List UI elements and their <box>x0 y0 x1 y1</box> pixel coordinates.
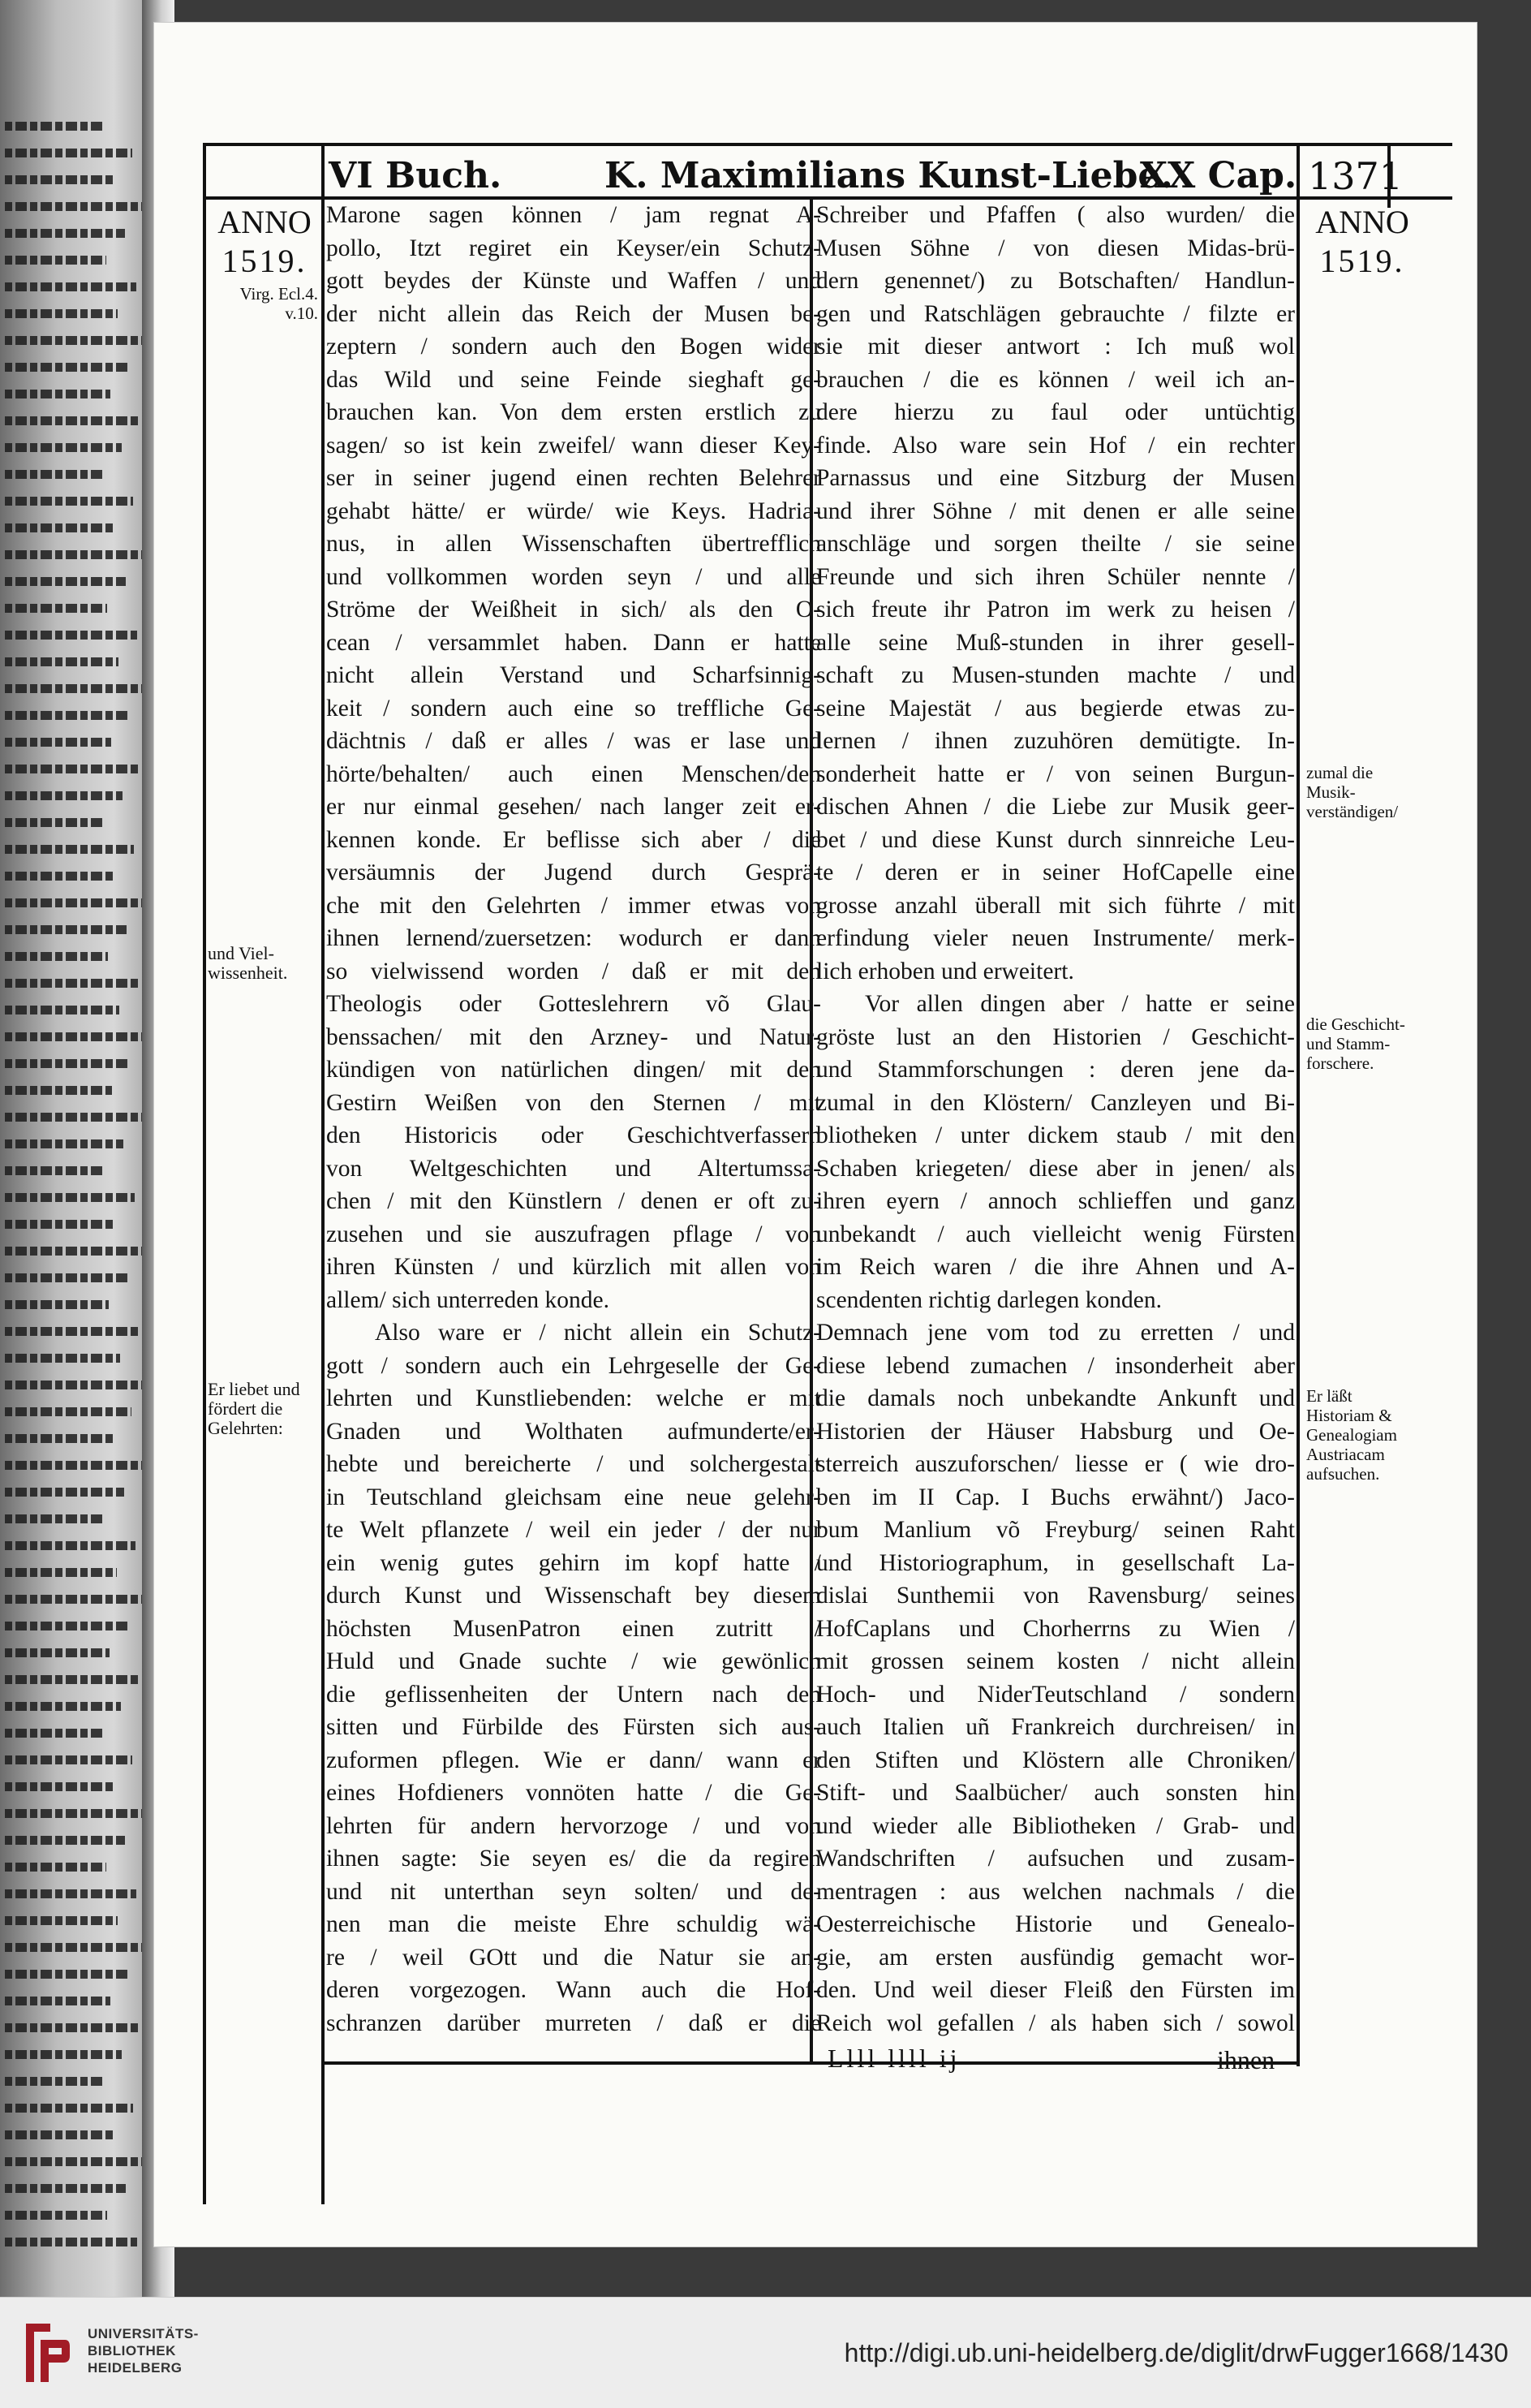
facing-page-text-fragment <box>5 1916 118 1925</box>
facing-page-text-fragment <box>5 1354 120 1363</box>
facing-page-text-fragment <box>5 1595 147 1604</box>
foot-rule <box>321 2061 1300 2065</box>
facing-page-text-fragment <box>5 1943 148 1952</box>
text-right-rule <box>1297 143 1300 2066</box>
text-line: che mit den Gelehrten / immer etwas von <box>326 892 821 919</box>
facing-page-text-fragment <box>5 1863 106 1872</box>
facing-page-text-fragment <box>5 765 141 773</box>
text-line: sich freute ihr Patron im werk zu heisen / <box>816 597 1295 622</box>
text-line: ser in seiner jugend einen rechten Belehrer <box>326 465 821 491</box>
facing-page-text-fragment <box>5 122 102 131</box>
facing-page-text-fragment <box>5 470 103 479</box>
text-line: zumal in den Klöstern/ Canzleyen und Bi- <box>816 1089 1295 1116</box>
facing-page-text-fragment <box>5 684 148 693</box>
facing-page-text-fragment <box>5 149 132 157</box>
text-line: ihren eyern / annoch schlieffen und ganz <box>816 1188 1295 1214</box>
text-line: schranzen darüber murreten / daß er die <box>326 2010 821 2036</box>
text-line: zeptern / sondern auch den Bogen wider <box>326 334 821 360</box>
text-line: so vielwissend worden / daß er mit den <box>326 958 821 984</box>
university-library-logo-icon[interactable] <box>18 2315 75 2390</box>
text-line: gen und Ratschlägen gebrauchte / filzte er <box>816 300 1295 327</box>
facing-page-text-fragment <box>5 1514 105 1523</box>
text-line: brauchen / die es können / weil ich an- <box>816 366 1295 393</box>
facing-page-text-fragment <box>5 1220 116 1229</box>
library-name: UNIVERSITÄTS- BIBLIOTHEK HEIDELBERG <box>88 2326 199 2376</box>
facing-page-text-fragment <box>5 845 134 854</box>
text-line: und Historiographum, in gesellschaft La- <box>816 1549 1295 1576</box>
text-line: nus, in allen Wissenschaften übertrefflich <box>326 531 821 557</box>
margin-note-vielwissenheit: und Viel-wissenheit. <box>208 943 288 983</box>
text-line: dischen Ahnen / die Liebe zur Musik geer- <box>816 794 1295 820</box>
text-line: bet / und diese Kunst durch sinnreiche Leu- <box>816 826 1295 853</box>
text-line: den Historicis oder Geschichtverfassern <box>326 1122 821 1148</box>
text-line: Schreiber und Pfaffen ( also wurden/ die <box>816 202 1295 228</box>
facing-page-text-fragment <box>5 363 129 372</box>
year-label-right: ANNO 1519. <box>1315 204 1409 279</box>
text-line: versäumnis der Jugend durch Gesprä- <box>326 859 821 885</box>
text-line: und nit unterthan seyn solten/ und de- <box>326 1878 821 1905</box>
facing-page-text-fragment <box>5 818 104 827</box>
facing-page-text-fragment <box>5 1434 113 1443</box>
facing-page-text-fragment <box>5 2157 144 2166</box>
text-line: zuformen pflegen. Wie er dann/ wann er <box>326 1747 821 1773</box>
text-line: nicht allein Verstand und Scharfsinnig- <box>326 662 821 688</box>
text-line: lehrten und Kunstliebenden: welche er mit <box>326 1385 821 1411</box>
text-line: er nur einmal gesehen/ nach langer zeit er- <box>326 794 821 820</box>
facing-page-text-fragment <box>5 657 118 666</box>
text-line: sagen/ so ist kein zweifel/ wann dieser Key- <box>326 432 821 459</box>
text-line: hebte und bereicherte / und solchergestalt <box>326 1451 821 1477</box>
year-label-left: ANNO 1519. <box>217 204 312 279</box>
text-line: Gestirn Weißen von den Sternen / mit <box>326 1089 821 1116</box>
facing-page-text-fragment <box>5 631 137 640</box>
text-line: Ströme der Weißheit in sich/ als den O- <box>326 597 821 622</box>
text-line: Hoch- und NiderTeutschland / sondern <box>816 1681 1295 1708</box>
facing-page-text-fragment <box>5 1702 121 1711</box>
text-line: alle seine Muß-stunden in ihrer gesell- <box>816 629 1295 656</box>
running-head-title: K. Maximilians Kunst-Liebe. <box>604 155 1173 196</box>
text-line: das Wild und seine Feinde sieghaft ge- <box>326 366 821 393</box>
facing-page-text-fragment <box>5 604 107 613</box>
margin-note-historiam: Er läßt Historiam & Genealogiam Austriacam aufsuchen. <box>1306 1386 1397 1484</box>
facing-page-text-fragment <box>5 952 108 961</box>
text-line: ben im II Cap. I Buchs erwähnt/) Jaco- <box>816 1484 1295 1510</box>
text-line: ein wenig gutes gehirn im kopf hatte / <box>326 1549 821 1576</box>
facing-page-text-fragment <box>5 309 118 318</box>
text-line: schaft zu Musen-stunden machte / und <box>816 662 1295 688</box>
facing-page-text-fragment <box>5 2184 126 2193</box>
text-line: pollo, Itzt regiret ein Keyser/ein Schutz- <box>326 235 821 261</box>
text-line: und Stammforschungen : deren jene da- <box>816 1057 1295 1083</box>
facing-page-text-fragment <box>5 550 144 559</box>
facing-page-text-fragment <box>5 282 136 291</box>
text-line: mentragen : aus welchen nachmals / die <box>816 1878 1295 1905</box>
facing-page-text-fragment <box>5 1327 139 1336</box>
facing-page-text-fragment <box>5 898 145 907</box>
text-line: HofCaplans und Chorherrns zu Wien / <box>816 1615 1295 1642</box>
text-line: chen / mit den Künstlern / denen er oft zu- <box>326 1188 821 1214</box>
text-line: Huld und Gnade suchte / wie gewönlich <box>326 1648 821 1674</box>
outer-left-rule <box>203 143 206 2204</box>
text-line: dere hierzu zu faul oder untüchtig <box>816 399 1295 425</box>
text-line: scendenten richtig darlegen konden. <box>816 1286 1162 1313</box>
text-column-right <box>816 199 1295 2057</box>
facing-page-text-fragment <box>5 1541 135 1550</box>
facing-page-text-fragment <box>5 2050 122 2059</box>
facing-page-text-fragment <box>5 1488 124 1497</box>
facing-page-text-fragment <box>5 1997 110 2005</box>
text-line: erfindung vieler neuen Instrumente/ merk- <box>816 925 1295 951</box>
facing-page-text-fragment <box>5 1381 150 1389</box>
text-line: grosse anzahl überall mit sich führte / mit <box>816 892 1295 919</box>
text-line: brauchen kan. Von dem ersten erstlich zu <box>326 399 821 425</box>
text-line: gröste lust an den Historien / Geschicht- <box>816 1023 1295 1050</box>
facing-page-text-fragment <box>5 1729 102 1738</box>
facing-page-text-fragment <box>5 202 144 211</box>
text-line: Theologis oder Gotteslehrern võ Glau- <box>326 991 821 1017</box>
text-line: sonderheit hatte er / von seinen Burgun- <box>816 760 1295 787</box>
text-line: finde. Also ware sein Hof / ein rechter <box>816 432 1295 459</box>
text-line: und wieder alle Bibliotheken / Grab- und <box>816 1812 1295 1839</box>
text-line: mit grossen seinem kosten / nicht allein <box>816 1648 1295 1674</box>
facing-page-text-fragment <box>5 2104 133 2113</box>
facing-page-text-fragment <box>5 1782 114 1791</box>
text-line: ihnen lernend/zuersetzen: wodurch er dann <box>326 925 821 951</box>
text-line: und vollkommen worden seyn / und alle <box>326 563 821 590</box>
margin-note-geschicht: die Geschicht- und Stamm-forschere. <box>1306 1014 1405 1073</box>
text-line: sitten und Fürbilde des Fürsten sich aus- <box>326 1714 821 1740</box>
facing-page-text-fragment <box>5 2211 107 2220</box>
facing-page-text-fragment <box>5 1193 135 1202</box>
facing-page-text-fragment <box>5 175 114 184</box>
facing-page-text-fragment <box>5 1247 146 1256</box>
text-line: gie, am ersten ausfündig gemacht wor- <box>816 1944 1295 1971</box>
text-line: Wandschriften / aufsuchen und zusam- <box>816 1846 1295 1872</box>
facing-page-text-fragment <box>5 1889 136 1898</box>
facing-page-text-fragment <box>5 1006 119 1014</box>
text-line: Gnaden und Wolthaten aufmunderte/er- <box>326 1418 821 1445</box>
text-line: Reich wol gefallen / als haben sich / sowol <box>816 2010 1295 2036</box>
facing-page-text-fragment <box>5 1032 149 1041</box>
text-line: den. Und weil dieser Fleiß den Fürsten im <box>816 1977 1295 2003</box>
book-page <box>154 23 1477 2246</box>
text-line: Vor allen dingen aber / hatte er seine <box>865 991 1295 1017</box>
running-head-book: VI Buch. <box>329 155 502 196</box>
facing-page-text-fragment <box>5 872 115 881</box>
text-line: benssachen/ mit den Arzney- und Natur- <box>326 1023 821 1050</box>
text-line: sie mit dieser antwort : Ich muß wol <box>816 334 1295 360</box>
facing-page-text-fragment <box>5 1139 123 1148</box>
margin-note-musik: zumal die Musik-verständigen/ <box>1306 763 1399 821</box>
text-line: Historien der Häuser Habsburg und Oe- <box>816 1418 1295 1445</box>
text-line: dern genennet/) zu Botschaften/ Handlun- <box>816 268 1295 294</box>
text-line: deren vorgezogen. Wann auch die Hof- <box>326 1977 821 2003</box>
text-line: ihnen sagte: Sie seyen es/ die da regiren <box>326 1846 821 1872</box>
permalink-url[interactable]: http://digi.ub.uni-heidelberg.de/diglit/drwFugger1668/1430 <box>844 2338 1508 2367</box>
facing-page-text-fragment <box>5 1970 129 1979</box>
text-line: cean / versammlet haben. Dann er hatte <box>326 629 821 656</box>
text-column-left <box>326 199 821 2057</box>
facing-page-text-fragment <box>5 1273 127 1282</box>
facing-page-text-fragment <box>5 1461 143 1470</box>
text-line: keit / sondern auch eine so treffliche Ge- <box>326 695 821 722</box>
facing-page-text-fragment <box>5 1059 131 1068</box>
facing-page-text-fragment <box>5 497 133 506</box>
text-line: anschläge und sorgen theilte / sie seine <box>816 531 1295 557</box>
facing-page-text-fragment <box>5 979 138 988</box>
text-left-rule <box>321 143 325 2204</box>
viewer-footer <box>0 2297 1531 2408</box>
text-line: seine Majestät / aus begierde etwas zu- <box>816 695 1295 722</box>
facing-page-text-fragment <box>5 443 122 452</box>
text-line: Also ware er / nicht allein ein Schutz- <box>375 1320 821 1346</box>
facing-page-text-fragment <box>5 2130 114 2139</box>
facing-page-text-fragment <box>5 523 114 532</box>
facing-page-text-fragment <box>5 2077 103 2086</box>
facing-page-text-fragment <box>5 711 130 720</box>
text-line: Musen Söhne / von diesen Midas-brü- <box>816 235 1295 261</box>
facing-page-text-fragment <box>5 1755 132 1764</box>
text-line: re / weil GOtt und die Natur sie an- <box>326 1944 821 1971</box>
catchword: ihnen <box>1217 2045 1275 2074</box>
facing-page-text-fragment <box>5 336 148 345</box>
signature-mark: Llll llll ij <box>828 2044 961 2073</box>
text-line: gehabt hätte/ er würde/ wie Keys. Hadria- <box>326 498 821 524</box>
text-line: von Weltgeschichten und Altertumssa- <box>326 1155 821 1182</box>
text-line: durch Kunst und Wissenschaft bey diesem <box>326 1583 821 1609</box>
facing-page-text-fragment <box>5 791 123 800</box>
text-line: allem/ sich unterreden konde. <box>326 1286 609 1313</box>
text-line: nen man die meiste Ehre schuldig wä- <box>326 1911 821 1937</box>
text-line: in Teutschland gleichsam eine neue gelehr- <box>326 1484 821 1510</box>
facing-page-text-fragment <box>5 1809 144 1818</box>
text-line: te / deren er in seiner HofCapelle eine <box>816 859 1295 885</box>
text-line: Freunde und sich ihren Schüler nennte / <box>816 563 1295 590</box>
facing-page-text-fragment <box>5 1113 142 1122</box>
text-line: bum Manlium võ Freyburg/ seinen Raht <box>816 1517 1295 1543</box>
text-line: Marone sagen können / jam regnat A- <box>326 202 821 228</box>
page-number: 1371 <box>1308 154 1404 198</box>
text-line: lernen / ihnen zuzuhören demütigte. In- <box>816 728 1295 754</box>
facing-page-text-fragment <box>5 1648 110 1657</box>
text-line: Demnach jene vom tod zu erretten / und <box>816 1320 1295 1346</box>
text-line: unbekandt / auch vielleicht wenig Fürsten <box>816 1221 1295 1247</box>
facing-page-text-fragment <box>5 229 125 238</box>
text-line: kündigen von natürlichen dingen/ mit den <box>326 1057 821 1083</box>
text-line: ihren Künsten / und kürzlich mit allen von <box>326 1254 821 1280</box>
text-line: höchsten MusenPatron einen zutritt / <box>326 1615 821 1642</box>
facing-page-text-fragment <box>5 2023 140 2032</box>
text-line: zusehen und sie auszufragen pflage / von <box>326 1221 821 1247</box>
text-line: sterreich auszuforschen/ liesse er ( wie dro- <box>816 1451 1295 1477</box>
facing-page-text-fragment <box>5 738 111 747</box>
text-line: dächtnis / daß er alles / was er lase und <box>326 728 821 754</box>
text-line: eines Hofdieners vonnöten hatte / die Ge- <box>326 1780 821 1806</box>
text-line: die damals noch unbekandte Ankunft und <box>816 1385 1295 1411</box>
facing-page-text-fragment <box>5 925 127 934</box>
facing-page-text-fragment <box>5 390 110 398</box>
text-line: Schaben kriegeten/ diese aber in jenen/ als <box>816 1155 1295 1182</box>
text-line: diese lebend zumachen / insonderheit aber <box>816 1352 1295 1379</box>
text-line: der nicht allein das Reich der Musen be- <box>326 300 821 327</box>
text-line: hörte/behalten/ auch einen Menschen/den <box>326 760 821 787</box>
facing-page-text-fragment <box>5 1166 105 1175</box>
text-line: Oesterreichische Historie und Genealo- <box>816 1911 1295 1937</box>
facing-page-text-fragment <box>5 1407 131 1416</box>
margin-note-virg: Virg. Ecl.4. v.10. <box>239 284 318 323</box>
running-head-chapter: XX Cap. <box>1140 155 1297 196</box>
text-line: die geflissenheiten der Untern nach den <box>326 1681 821 1708</box>
text-line: lich erhoben und erweitert. <box>816 958 1074 984</box>
head-rule <box>203 143 1452 146</box>
facing-page-text-fragment <box>5 1568 117 1577</box>
facing-page-text-fragment <box>5 1086 112 1095</box>
text-line: Parnassus und eine Sitzburg der Musen <box>816 465 1295 491</box>
text-line: Stift- und Saalbücher/ auch sonsten hin <box>816 1780 1295 1806</box>
text-line: te Welt pflanzete / weil ein jeder / der nur <box>326 1517 821 1543</box>
text-line: auch Italien uñ Frankreich durchreisen/ in <box>816 1714 1295 1740</box>
facing-page-text-fragment <box>5 1622 128 1630</box>
text-line: dislai Sunthemii von Ravensburg/ seines <box>816 1583 1295 1609</box>
facing-page-text-fragment <box>5 1300 109 1309</box>
facing-page-edge <box>0 0 162 2297</box>
facing-page-text-fragment <box>5 416 140 425</box>
facing-page-text-fragment <box>5 1675 140 1684</box>
text-line: kennen konde. Er beflisse sich aber / die <box>326 826 821 853</box>
facing-page-text-fragment <box>5 2238 137 2246</box>
margin-note-gelehrten: Er liebet und fördert die Gelehrten: <box>208 1379 300 1438</box>
text-line: gott beydes der Künste und Waffen / und <box>326 268 821 294</box>
text-line: lehrten für andern hervorzoge / und von <box>326 1812 821 1839</box>
text-line: bliotheken / unter dickem staub / mit den <box>816 1122 1295 1148</box>
facing-page-text-fragment <box>5 577 126 586</box>
text-line: und ihrer Söhne / mit denen er alle seine <box>816 498 1295 524</box>
facing-page-text-fragment <box>5 256 106 265</box>
text-line: den Stiften und Klöstern alle Chroniken/ <box>816 1747 1295 1773</box>
text-line: gott / sondern auch ein Lehrgeselle der Ge- <box>326 1352 821 1379</box>
facing-page-text-fragment <box>5 1836 125 1845</box>
text-line: im Reich waren / die ihre Ahnen und A- <box>816 1254 1295 1280</box>
